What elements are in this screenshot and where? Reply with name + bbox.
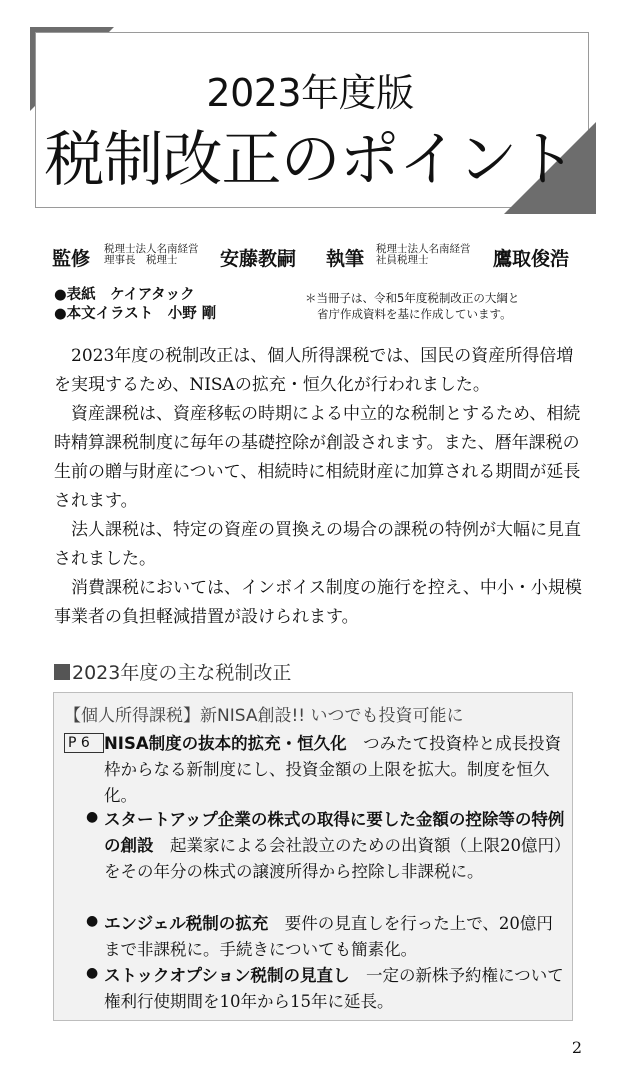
source-note-line1: ＊当冊子は、令和5年度税制改正の大綱と	[305, 291, 520, 305]
supervise-role	[104, 244, 199, 266]
square-icon	[54, 664, 70, 680]
intro-paragraph: 2023年度の税制改正は、個人所得課税では、国民の資産所得倍増を実現するため、NISAの拡充・恒久化が行われました。	[54, 346, 574, 395]
source-note	[305, 290, 519, 322]
intro-text	[54, 342, 584, 632]
credits-row	[52, 240, 592, 272]
item-text: 起業家による会社設立のための出資額（上限20億円）をその年分の株式の譲渡所得から控除し非課税に。	[104, 836, 563, 881]
supervise-label: 監修	[52, 248, 91, 270]
author-label: 執筆	[326, 248, 365, 270]
summary-box	[53, 692, 573, 1021]
supervise-role-line2: 理事長 税理士	[104, 254, 178, 266]
cover-credits	[54, 286, 216, 324]
list-item	[104, 911, 566, 963]
supervise-role-line1: 税理士法人名南経営	[104, 243, 199, 255]
item-heading: NISA制度の抜本的拡充・恒久化	[104, 734, 347, 753]
page-title: 税制改正のポイント	[44, 125, 576, 195]
item-heading: スタートアップ企業の株式の取得に要した金額の控除等の特例の創設	[104, 810, 565, 855]
author-role-line2: 社員税理士	[376, 254, 429, 266]
section-heading-text: 2023年度の主な税制改正	[72, 662, 292, 684]
bullet-icon: ●	[86, 965, 99, 981]
list-item	[104, 963, 566, 1015]
author-role-line1: 税理士法人名南経営	[376, 243, 471, 255]
intro-paragraph: 消費課税においては、インボイス制度の施行を控え、中小・小規模事業者の負担軽減措置が設けられます。	[54, 578, 582, 627]
bullet-icon: ●	[86, 913, 99, 929]
author-name: 鷹取俊浩	[493, 248, 570, 270]
list-item	[104, 731, 566, 809]
item-text: 要件の見直しを行った上で、20億円まで非課税に。手続きについても簡素化。	[104, 914, 553, 959]
author-role	[376, 244, 471, 266]
box-title: 【個人所得課税】新NISA創設!! いつでも投資可能に	[64, 706, 464, 726]
item-text: 一定の新株予約権について権利行使期間を10年から15年に延長。	[104, 966, 564, 1011]
title-year: 2023年度版	[206, 71, 414, 115]
section-heading	[54, 658, 291, 685]
illustration-credit: ●本文イラスト 小野 剛	[54, 306, 217, 322]
item-text: つみたて投資枠と成長投資枠からなる新制度にし、投資金額の上限を拡大。制度を恒久化。	[104, 734, 562, 805]
page-number: 2	[571, 1038, 582, 1057]
intro-paragraph: 法人課税は、特定の資産の買換えの場合の課税の特例が大幅に見直されました。	[54, 520, 581, 569]
cover-credit: ●表紙 ケイアタック	[54, 287, 195, 303]
supervise-name: 安藤教嗣	[220, 248, 297, 270]
page-reference: P 6	[64, 733, 104, 753]
list-item	[104, 807, 566, 885]
item-heading: エンジェル税制の拡充	[104, 914, 269, 933]
source-note-line2: 省庁作成資料を基に作成しています。	[317, 307, 512, 321]
intro-paragraph: 資産課税は、資産移転の時期による中立的な税制とするため、相続時精算課税制度に毎年の基礎控除が創設されます。また、暦年課税の生前の贈与財産について、相続時に相続財産に加算される期間が延長されます。	[54, 404, 581, 511]
item-heading: ストックオプション税制の見直し	[104, 966, 350, 985]
bullet-icon: ●	[86, 809, 99, 825]
